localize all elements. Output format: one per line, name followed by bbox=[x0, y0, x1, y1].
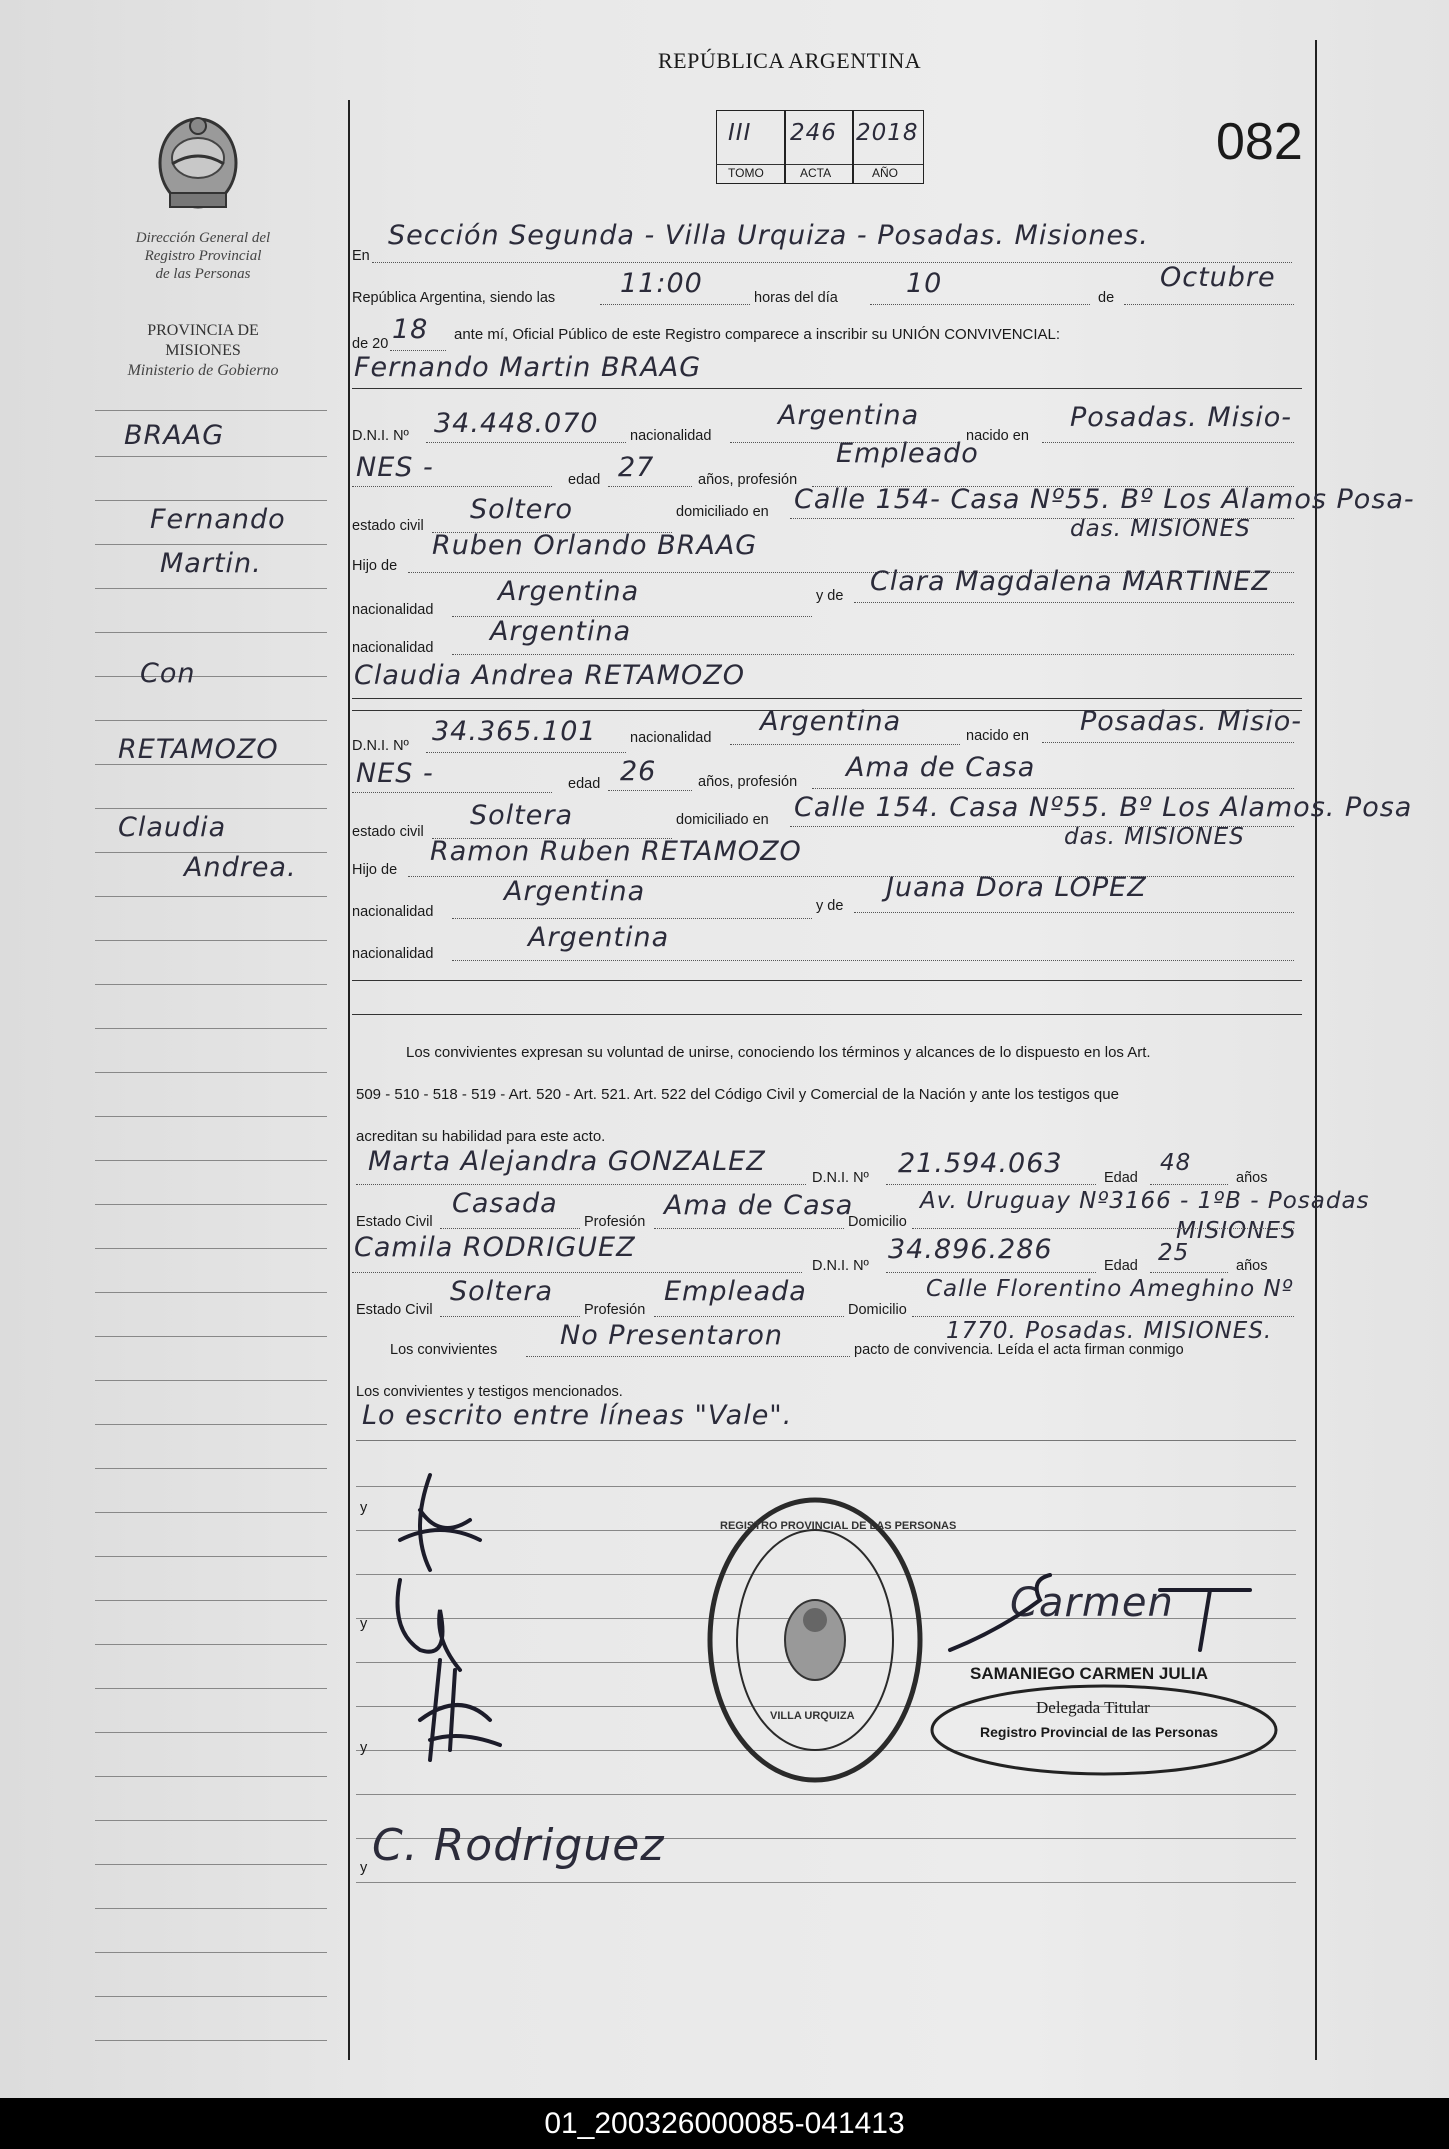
body-line-1: Los convivientes expresan su voluntad de unirse, conociendo los términos y alcances de lo dispuesto en los Art. bbox=[406, 1044, 1151, 1061]
p1-dom-label: domiciliado en bbox=[676, 504, 769, 520]
org-line-3: de las Personas bbox=[155, 266, 251, 282]
province-line-1: PROVINCIA DE bbox=[147, 322, 259, 339]
p1-nac-padre: Argentina bbox=[498, 576, 640, 607]
t2-civil-label: Estado Civil bbox=[356, 1302, 433, 1318]
page-number: 082 bbox=[1216, 113, 1303, 171]
p1-edad-label: edad bbox=[568, 472, 601, 488]
margin-surname-1: BRAAG bbox=[124, 420, 225, 451]
p2-domicilio: Calle 154. Casa Nº55. Bº Los Alamos. Posa bbox=[794, 792, 1413, 823]
margin-con: Con bbox=[140, 658, 196, 689]
p2-nacionalidad: Argentina bbox=[760, 706, 902, 737]
cierre-text: Los convivientes y testigos mencionados. bbox=[356, 1384, 623, 1400]
p2-dni-label: D.N.I. Nº bbox=[352, 738, 409, 754]
y-mark-4: y bbox=[360, 1860, 368, 1876]
p1-domicilio2: das. MISIONES bbox=[1070, 516, 1251, 542]
dia-value: 10 bbox=[906, 268, 943, 299]
pacto-text: pacto de convivencia. Leída el acta firman conmigo bbox=[854, 1342, 1184, 1358]
tomo-label: TOMO bbox=[728, 166, 764, 180]
de20-label: de 20 bbox=[352, 336, 389, 352]
mes-value: Octubre bbox=[1160, 262, 1276, 293]
official-org: Registro Provincial de las Personas bbox=[980, 1724, 1219, 1740]
anio-value: 2018 bbox=[856, 120, 919, 146]
p1-padre: Ruben Orlando BRAAG bbox=[432, 530, 758, 561]
anio-value-intro: 18 bbox=[392, 314, 429, 345]
right-margin-line bbox=[1315, 40, 1317, 2060]
p2-nacido-label: nacido en bbox=[966, 728, 1029, 744]
conv-dom2: 1770. Posadas. MISIONES. bbox=[946, 1318, 1273, 1344]
t2-civil: Soltera bbox=[450, 1276, 554, 1307]
p1-edad: 27 bbox=[618, 452, 655, 483]
t2-prof: Empleada bbox=[664, 1276, 807, 1307]
seal-text: REGISTRO PROVINCIAL DE LAS PERSONAS bbox=[720, 1520, 957, 1532]
y-mark-3: y bbox=[360, 1740, 368, 1756]
t2-anos-label: años bbox=[1236, 1258, 1268, 1274]
y-mark-2: y bbox=[360, 1616, 368, 1632]
org-line-2: Registro Provincial bbox=[144, 248, 262, 264]
p1-nac-madre-label: nacionalidad bbox=[352, 640, 434, 656]
hora-value: 11:00 bbox=[620, 268, 703, 299]
official-name: SAMANIEGO CARMEN JULIA bbox=[970, 1664, 1209, 1683]
p2-edad: 26 bbox=[620, 756, 657, 787]
signature-1 bbox=[380, 1470, 500, 1585]
p1-nac-label: nacionalidad bbox=[630, 428, 712, 444]
ante-text: ante mí, Oficial Público de este Registro comparece a inscribir su UNIÓN CONVIVENCIAL: bbox=[454, 326, 1061, 343]
registry-seal bbox=[700, 1490, 930, 1790]
t1-nombre: Marta Alejandra GONZALEZ bbox=[368, 1146, 766, 1177]
t1-civil: Casada bbox=[452, 1188, 558, 1219]
p2-nac-padre-label: nacionalidad bbox=[352, 904, 434, 920]
p2-madre: Juana Dora LOPEZ bbox=[886, 872, 1147, 903]
margin-name-2b: Andrea. bbox=[184, 852, 297, 883]
signature-3 bbox=[400, 1650, 520, 1775]
t1-dom: Av. Uruguay Nº3166 - 1ºB - Posadas bbox=[920, 1188, 1370, 1214]
p1-nacido-label: nacido en bbox=[966, 428, 1029, 444]
margin-name-2a: Claudia bbox=[118, 812, 227, 843]
seal-bottom-text: VILLA URQUIZA bbox=[770, 1710, 855, 1722]
p1-dni: 34.448.070 bbox=[434, 408, 599, 439]
p2-hijo-label: Hijo de bbox=[352, 862, 398, 878]
p2-domicilio2: das. MISIONES bbox=[1064, 824, 1245, 850]
t2-dni: 34.896.286 bbox=[888, 1234, 1053, 1265]
tomo-value: III bbox=[728, 120, 752, 146]
en-label: En bbox=[352, 248, 370, 264]
p2-nombre: Claudia Andrea RETAMOZO bbox=[354, 660, 745, 691]
horas-label: horas del día bbox=[754, 290, 838, 306]
left-margin-line bbox=[348, 100, 350, 2060]
p2-edad-label: edad bbox=[568, 776, 601, 792]
p2-prof-label: años, profesión bbox=[698, 774, 798, 790]
t2-prof-label: Profesión bbox=[584, 1302, 646, 1318]
seccion-value: Sección Segunda - Villa Urquiza - Posadas. Misiones. bbox=[388, 220, 1149, 251]
p2-profesion: Ama de Casa bbox=[846, 752, 1036, 783]
t1-edad-label: Edad bbox=[1104, 1170, 1138, 1186]
anio-label: AÑO bbox=[872, 166, 899, 180]
p2-nac-padre: Argentina bbox=[504, 876, 646, 907]
p1-nombre: Fernando Martin BRAAG bbox=[354, 352, 702, 383]
t1-edad: 48 bbox=[1160, 1150, 1192, 1176]
p1-yde-label: y de bbox=[816, 588, 844, 604]
p1-civil: Soltero bbox=[470, 494, 573, 525]
vale-text: Lo escrito entre líneas "Vale". bbox=[362, 1400, 793, 1431]
conv-value: No Presentaron bbox=[560, 1320, 783, 1351]
t2-nombre: Camila RODRIGUEZ bbox=[354, 1232, 636, 1263]
p2-nac-label: nacionalidad bbox=[630, 730, 712, 746]
t1-anos-label: años bbox=[1236, 1170, 1268, 1186]
t2-dom: Calle Florentino Ameghino Nº bbox=[926, 1276, 1294, 1302]
p2-dni: 34.365.101 bbox=[432, 716, 597, 747]
p2-dom-label: domiciliado en bbox=[676, 812, 769, 828]
margin-name-1a: Fernando bbox=[150, 504, 286, 535]
t1-prof-label: Profesión bbox=[584, 1214, 646, 1230]
body-line-3: acreditan su habilidad para este acto. bbox=[356, 1128, 606, 1145]
t1-dom-label: Domicilio bbox=[848, 1214, 907, 1230]
p1-dni-label: D.N.I. Nº bbox=[352, 428, 409, 444]
p1-madre: Clara Magdalena MARTINEZ bbox=[870, 566, 1271, 597]
p2-nac-madre-label: nacionalidad bbox=[352, 946, 434, 962]
province-line-2: MISIONES bbox=[165, 342, 241, 359]
t1-dom2: MISIONES bbox=[1176, 1218, 1297, 1244]
p1-civil-label: estado civil bbox=[352, 518, 424, 534]
de-label: de bbox=[1098, 290, 1115, 306]
t1-dni: 21.594.063 bbox=[898, 1148, 1063, 1179]
t2-edad-label: Edad bbox=[1104, 1258, 1138, 1274]
p1-domicilio: Calle 154- Casa Nº55. Bº Los Alamos Posa- bbox=[794, 484, 1415, 515]
p1-nacionalidad: Argentina bbox=[778, 400, 920, 431]
p2-padre: Ramon Ruben RETAMOZO bbox=[430, 836, 802, 867]
acta-label: ACTA bbox=[800, 166, 832, 180]
p1-nacido: Posadas. Misio- bbox=[1070, 402, 1292, 433]
signature-4: C. Rodriguez bbox=[372, 1820, 665, 1871]
republica-label: República Argentina, siendo las bbox=[352, 290, 556, 306]
margin-name-1b: Martin. bbox=[160, 548, 262, 579]
p1-nac-padre-label: nacionalidad bbox=[352, 602, 434, 618]
t2-dni-label: D.N.I. Nº bbox=[812, 1258, 869, 1274]
p1-nac-madre: Argentina bbox=[490, 616, 632, 647]
acta-value: 246 bbox=[790, 120, 837, 146]
official-title: Delegada Titular bbox=[1036, 1698, 1150, 1717]
official-signature: Carmen bbox=[1010, 1580, 1174, 1626]
p1-nacido2: NES - bbox=[356, 452, 434, 483]
p2-yde-label: y de bbox=[816, 898, 844, 914]
official-sig-stroke bbox=[920, 1570, 1300, 1665]
conv-label: Los convivientes bbox=[390, 1342, 498, 1358]
body-line-2: 509 - 510 - 518 - 519 - Art. 520 - Art. 521. Art. 522 del Código Civil y Comercial de la Nación y ante los testigos que bbox=[356, 1086, 1119, 1103]
t2-dom-label: Domicilio bbox=[848, 1302, 907, 1318]
y-mark-1: y bbox=[360, 1500, 368, 1516]
p2-civil: Soltera bbox=[470, 800, 574, 831]
footer-code: 01_200326000085-041413 bbox=[0, 2098, 1449, 2149]
p2-nacido: Posadas. Misio- bbox=[1080, 706, 1302, 737]
t1-civil-label: Estado Civil bbox=[356, 1214, 433, 1230]
p2-nacido2: NES - bbox=[356, 758, 434, 789]
t2-edad: 25 bbox=[1158, 1240, 1190, 1266]
country-title: REPÚBLICA ARGENTINA bbox=[658, 48, 922, 73]
margin-surname-2: RETAMOZO bbox=[118, 734, 279, 765]
p2-nac-madre: Argentina bbox=[528, 922, 670, 953]
p2-civil-label: estado civil bbox=[352, 824, 424, 840]
p1-hijo-label: Hijo de bbox=[352, 558, 398, 574]
org-line-1: Dirección General del bbox=[135, 230, 271, 246]
t1-prof: Ama de Casa bbox=[664, 1190, 854, 1221]
p1-profesion: Empleado bbox=[836, 438, 979, 469]
t1-dni-label: D.N.I. Nº bbox=[812, 1170, 869, 1186]
ministry-line: Ministerio de Gobierno bbox=[127, 362, 279, 379]
provincial-emblem bbox=[148, 108, 248, 223]
p1-prof-label: años, profesión bbox=[698, 472, 798, 488]
